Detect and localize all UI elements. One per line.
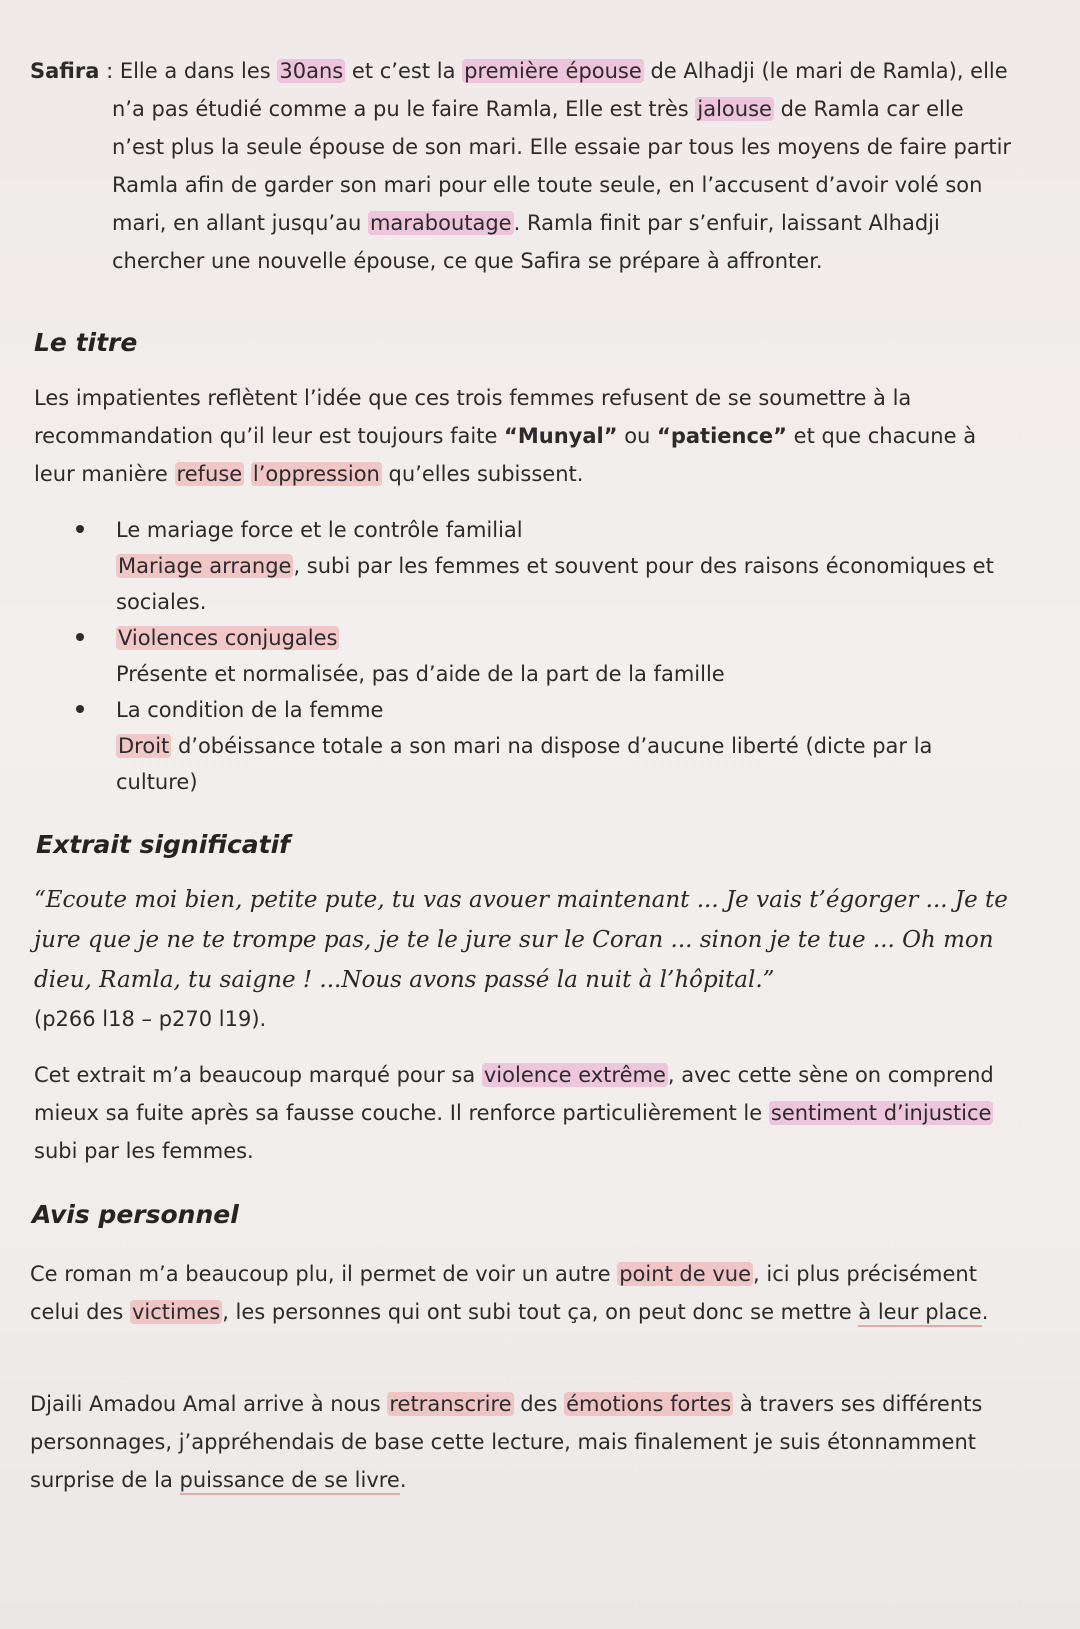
avis-paragraph-2: Djaili Amadou Amal arrive à nous retranscrire des émotions fortes à travers ses différents personnages, j’appréhendais de base cette lecture, mais finalement je suis étonnamment surprise de la puissance de se livre. [30,1385,1030,1499]
safira-paragraph: Safira : Elle a dans les 30ans et c’est la première épouse de Alhadji (le mari de Ramla), elle n’a pas étudié comme a pu le faire Ramla, Elle est très jalouse de Ramla car elle n’est plus la seule épouse de son mari. Elle essaie par tous les moyens de faire partir Ramla afin de garder son mari pour elle toute seule, en l’accusent d’avoir volé son mari, en allant jusqu’au maraboutage. Ramla finit par s’enfuir, laissant Alhadji chercher une nouvelle épouse, ce que Safira se prépare à affronter. [30,59,1012,273]
highlight: l’oppression [252,462,380,486]
section-heading-avis: Avis personnel [32,1200,239,1229]
highlight: sentiment d’injustice [770,1101,992,1125]
highlight: point de vue [619,1262,752,1286]
quote-block [34,880,1024,1038]
bullet-icon [76,705,84,713]
avis-paragraph-1: Ce roman m’a beaucoup plu, il permet de voir un autre point de vue, ici plus précisément celui des victimes, les personnes qui ont subi tout ça, on peut donc se mettre à leur place. [30,1255,1025,1331]
list-item: Le mariage force et le contrôle familial Mariage arrange, subi par les femmes et souvent pour des raisons économiques et sociales. [34,512,1019,620]
highlight: Violences conjugales [118,626,338,650]
bullet-icon [76,525,84,533]
highlight: émotions fortes [566,1392,732,1416]
quote-text: “Ecoute moi bien, petite pute, tu vas avouer maintenant ... Je vais t’égorger ... Je te jure que je ne te trompe pas, je te le jure sur le Coran ... sinon je te tue ... Oh mon dieu, Ramla, tu saigne ! ...Nous avons passé la nuit à l’hôpital.” [34,887,1008,993]
highlight: maraboutage [369,211,512,235]
underline: puissance de se livre [180,1468,400,1495]
highlight: violence extrême [483,1063,666,1087]
highlight: refuse [176,462,243,486]
character-name: Safira [30,59,100,83]
page-reference: (p266 l18 – p270 l19). [34,1007,267,1031]
section-heading-extrait: Extrait significatif [36,830,291,859]
section-heading-titre: Le titre [34,328,138,357]
highlight: Mariage arrange [118,554,292,578]
highlight: 30ans [279,59,344,83]
extrait-commentary: Cet extrait m’a beaucoup marqué pour sa violence extrême, avec cette sène on comprend mieux sa fuite après sa fausse couche. Il renforce particulièrement le sentiment d’injustice subi par les femmes. [34,1063,994,1163]
highlight: retranscrire [389,1392,512,1416]
bullet-icon [76,633,84,641]
highlight: victimes [132,1300,221,1324]
titre-paragraph: Les impatientes reflètent l’idée que ces trois femmes refusent de se soumettre à la recommandation qu’il leur est toujours faite “Munyal” ou “patience” et que chacune à leur manière refuse l’oppression qu’elles subissent. [34,386,977,486]
list-item: Violences conjugales Présente et normalisée, pas d’aide de la part de la famille [34,620,1019,692]
theme-list [34,512,1019,800]
highlight: première épouse [464,59,642,83]
highlight: Droit [118,734,170,758]
highlight: jalouse [697,97,772,121]
list-item: La condition de la femme Droit d’obéissance totale a son mari na dispose d’aucune liberté (dicte par la culture) [34,692,1019,800]
underline: à leur place [858,1300,981,1327]
